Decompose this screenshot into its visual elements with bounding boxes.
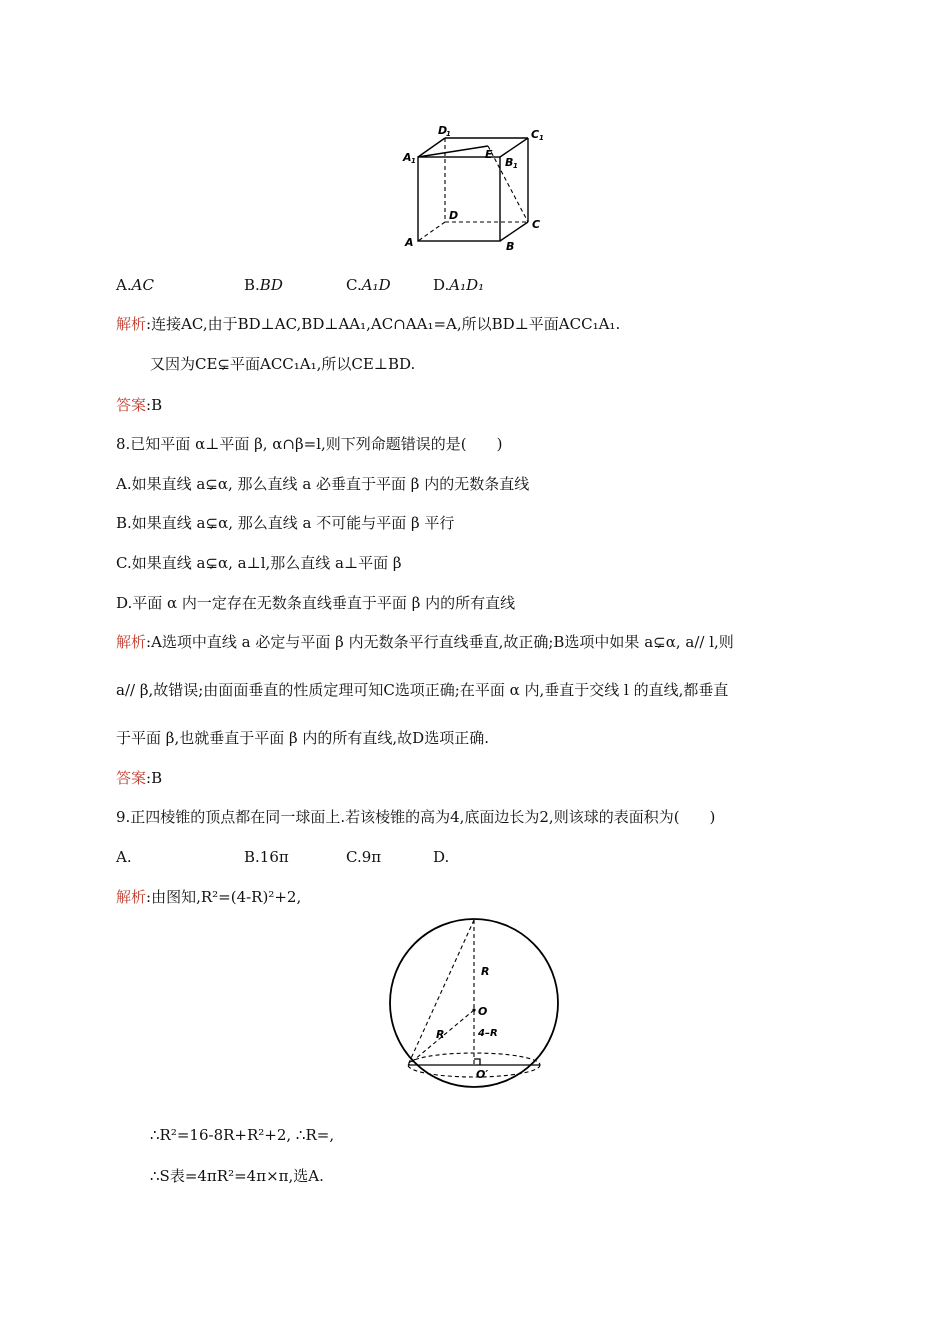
q8-stem: 8.已知平面 α⊥平面 β, α∩β=l,则下列命题错误的是( ) xyxy=(116,435,503,453)
label-sub-D1: 1 xyxy=(446,130,451,138)
q8-analysis-line-2: a// β,故错误;由面面垂直的性质定理可知C选项正确;在平面 α 内,垂直于交线 l 的直线,都垂直 xyxy=(116,681,729,699)
q7-analysis-line-1 xyxy=(116,314,620,334)
q7-option-c xyxy=(346,275,391,295)
label-O-prime: O′ xyxy=(476,1068,489,1081)
q7-option-c-text: A₁D xyxy=(361,276,391,294)
q7-option-b-text: BD xyxy=(259,276,283,294)
q7-option-d-letter: D. xyxy=(433,276,450,294)
label-sub-A1: 1 xyxy=(411,157,416,165)
q9-analysis-text-1: :由图知,R²=(4-R)²+2, xyxy=(146,888,302,906)
q9-option-d: D. xyxy=(433,848,450,866)
label-D1: D xyxy=(438,124,448,137)
q8-analysis-line-3: 于平面 β,也就垂直于平面 β 内的所有直线,故D选项正确. xyxy=(116,729,489,747)
q7-analysis-label: 解析 xyxy=(116,315,147,333)
q8-analysis-line-1 xyxy=(116,632,734,652)
q8-answer-value: :B xyxy=(146,769,163,787)
q7-option-b-letter: B. xyxy=(244,276,260,294)
q7-analysis-text-1: :连接AC,由于BD⊥AC,BD⊥AA₁,AC∩AA₁=A,所以BD⊥平面ACC₁A₁. xyxy=(146,315,621,333)
q8-answer xyxy=(116,768,162,788)
q8-option-d: D.平面 α 内一定存在无数条直线垂直于平面 β 内的所有直线 xyxy=(116,594,516,612)
q7-answer-value: :B xyxy=(146,396,163,414)
cube-figure xyxy=(400,124,550,254)
q8-option-a: A.如果直线 a⊊α, 那么直线 a 必垂直于平面 β 内的无数条直线 xyxy=(116,475,530,493)
q7-option-a-text: AC xyxy=(131,276,154,294)
label-E: E xyxy=(485,148,493,161)
label-C1: C xyxy=(531,128,540,141)
q9-stem: 9.正四棱锥的顶点都在同一球面上.若该棱锥的高为4,底面边长为2,则该球的表面积为( ) xyxy=(116,808,716,826)
label-R-top: R xyxy=(481,965,490,978)
q7-option-a-letter: A. xyxy=(116,276,132,294)
q7-analysis-line-2: 又因为CE⊊平面ACC₁A₁,所以CE⊥BD. xyxy=(150,355,416,373)
q9-step-2: ∴S表=4πR²=4π×π,选A. xyxy=(150,1167,324,1185)
q8-option-c: C.如果直线 a⊊α, a⊥l,那么直线 a⊥平面 β xyxy=(116,554,402,572)
q7-option-b xyxy=(244,275,283,295)
q8-answer-label: 答案 xyxy=(116,769,147,787)
q9-analysis-line-1 xyxy=(116,887,301,907)
q7-option-d-text: A₁D₁ xyxy=(449,276,485,294)
q9-option-c: C.9π xyxy=(346,848,382,866)
q7-answer xyxy=(116,395,162,415)
label-sub-C1: 1 xyxy=(539,134,544,142)
q7-option-c-letter: C. xyxy=(346,276,362,294)
q8-option-b: B.如果直线 a⊊α, 那么直线 a 不可能与平面 β 平行 xyxy=(116,514,455,532)
label-O: O xyxy=(478,1005,488,1018)
label-B1: B xyxy=(505,156,514,169)
label-sub-B1: 1 xyxy=(513,162,518,170)
q8-analysis-text-1: :A选项中直线 a 必定与平面 β 内无数条平行直线垂直,故正确;B选项中如果 a⊊α, a// l,则 xyxy=(146,633,734,651)
q7-answer-label: 答案 xyxy=(116,396,147,414)
q7-option-d xyxy=(433,275,484,295)
q9-option-b: B.16π xyxy=(244,848,289,866)
q7-option-a xyxy=(116,275,154,295)
label-A: A xyxy=(405,236,414,249)
q9-analysis-label: 解析 xyxy=(116,888,147,906)
label-D: D xyxy=(449,209,459,222)
label-B: B xyxy=(506,240,515,253)
q9-option-a: A. xyxy=(116,848,132,866)
label-R-left: R xyxy=(436,1028,445,1041)
q8-analysis-label: 解析 xyxy=(116,633,147,651)
q9-step-1: ∴R²=16-8R+R²+2, ∴R=, xyxy=(150,1126,335,1144)
sphere-figure xyxy=(380,917,575,1089)
label-C: C xyxy=(532,218,541,231)
label-4-R: 4–R xyxy=(478,1028,498,1039)
label-A1: A xyxy=(403,151,412,164)
